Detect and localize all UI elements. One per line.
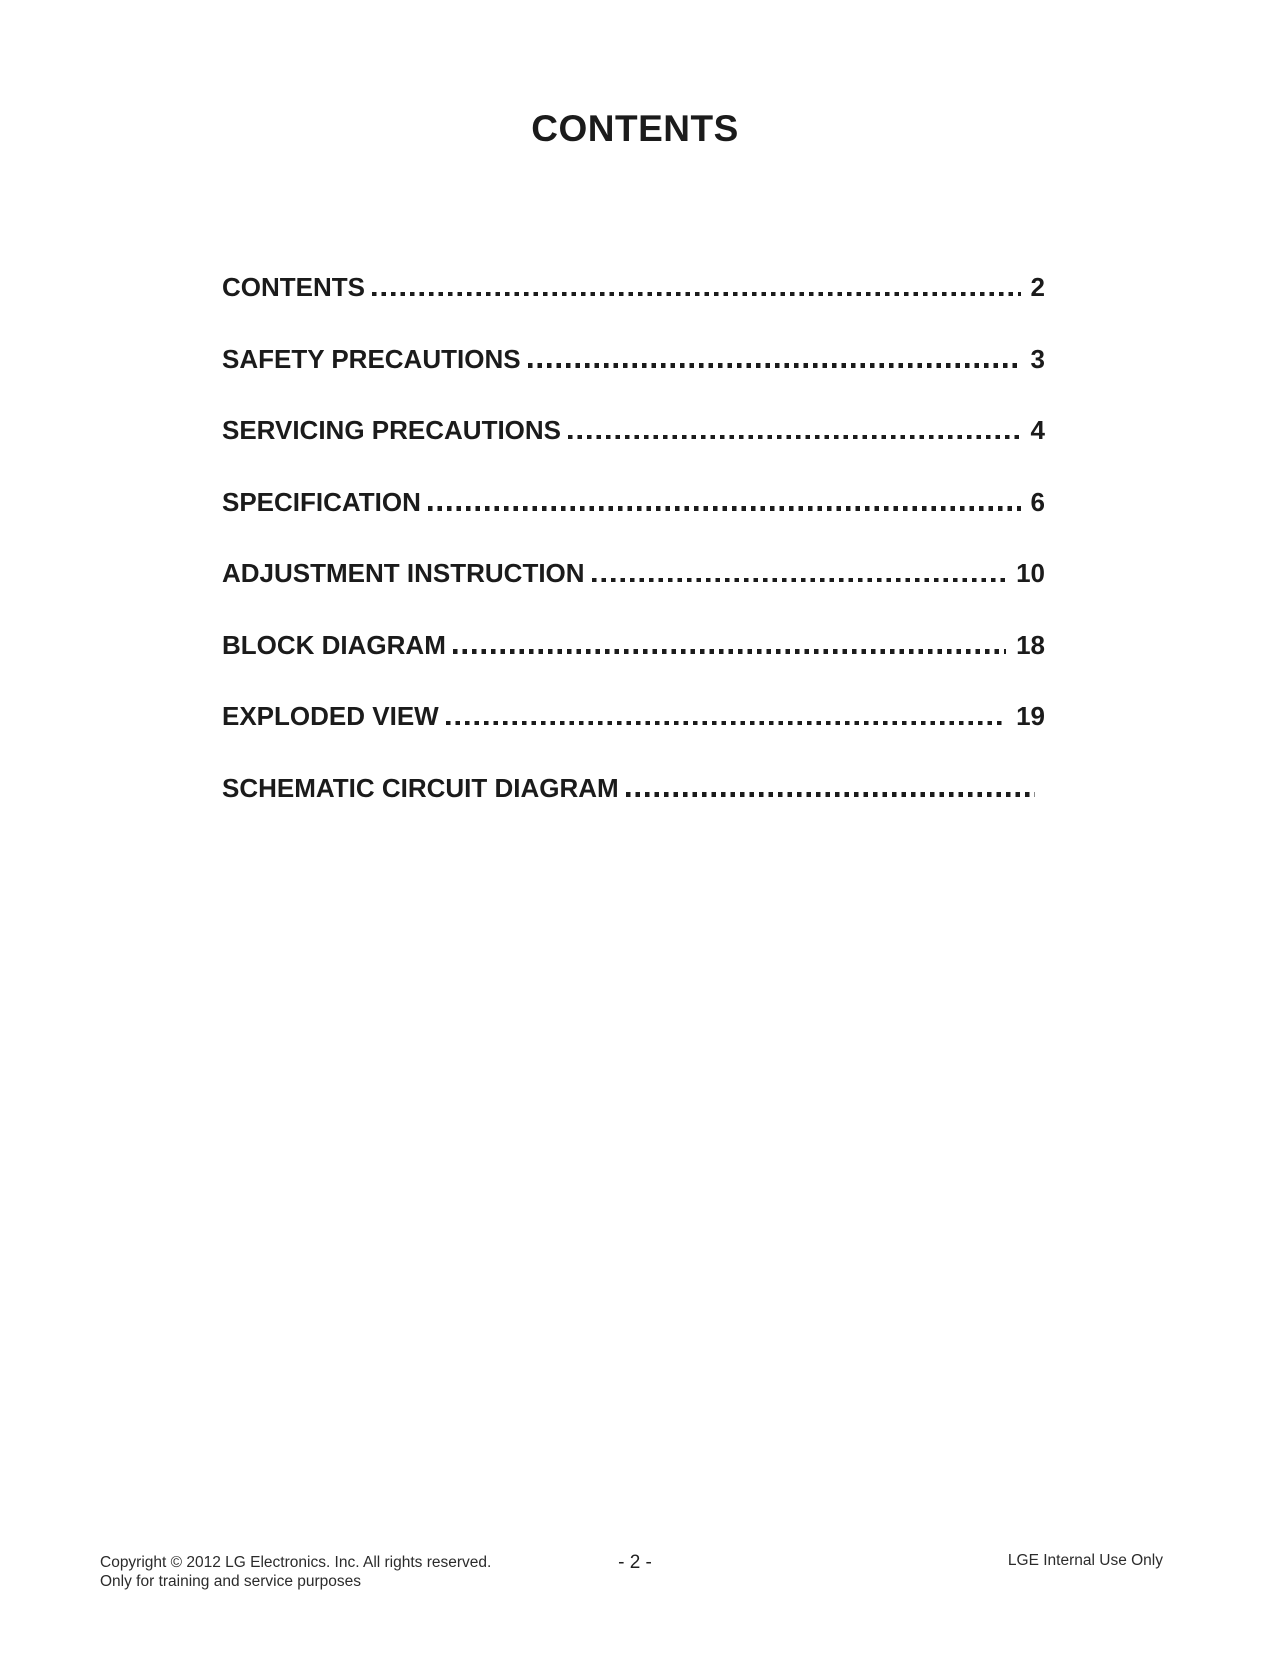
dot-leader — [528, 363, 1021, 368]
toc-entry-block-diagram — [222, 630, 1045, 660]
toc-entry-label: SPECIFICATION — [222, 486, 421, 517]
toc-entry-safety-precautions — [222, 344, 1045, 374]
toc-entry-page-number: 19 — [1016, 701, 1045, 731]
page-title: CONTENTS — [531, 108, 739, 149]
toc-entry-page-number: 6 — [1030, 486, 1045, 517]
dot-leader — [372, 292, 1021, 297]
dot-leader — [568, 435, 1021, 440]
toc-entry-page-number: 3 — [1030, 343, 1045, 374]
footer-internal-use-note: LGE Internal Use Only — [1007, 1552, 1163, 1569]
toc-entry-label: CONTENTS — [222, 272, 365, 302]
toc-entry-label: SCHEMATIC CIRCUIT DIAGRAM — [222, 772, 619, 803]
toc-entry-adjustment-instruction — [222, 558, 1045, 588]
toc-entry-page-number: 4 — [1030, 415, 1045, 445]
toc-entry-schematic-circuit-diagram — [222, 773, 1045, 803]
toc-entry-label: SAFETY PRECAUTIONS — [222, 343, 521, 374]
toc-entry-contents — [222, 272, 1045, 302]
table-of-contents — [222, 272, 1045, 844]
footer-copyright-line1: Copyright © 2012 LG Electronics. Inc. All rights reserved. — [100, 1554, 492, 1571]
dot-leader — [428, 506, 1021, 511]
toc-entry-page-number: 10 — [1016, 558, 1045, 588]
dot-leader — [453, 649, 1006, 654]
toc-entry-servicing-precautions — [222, 415, 1045, 445]
footer-page-number: - 2 - — [618, 1552, 652, 1573]
footer-copyright-line2: Only for training and service purposes — [100, 1572, 362, 1590]
toc-entry-exploded-view — [222, 701, 1045, 731]
toc-entry-page-number: 2 — [1030, 272, 1045, 302]
toc-entry-label: BLOCK DIAGRAM — [222, 629, 446, 660]
toc-entry-label: SERVICING PRECAUTIONS — [222, 415, 562, 445]
toc-entry-specification — [222, 487, 1045, 517]
toc-entry-label: ADJUSTMENT INSTRUCTION — [222, 558, 585, 588]
dot-leader — [446, 721, 1006, 726]
toc-entry-page-number: 18 — [1016, 629, 1045, 660]
dot-leader — [626, 792, 1035, 797]
dot-leader — [592, 578, 1007, 583]
toc-entry-label: EXPLODED VIEW — [222, 701, 439, 731]
